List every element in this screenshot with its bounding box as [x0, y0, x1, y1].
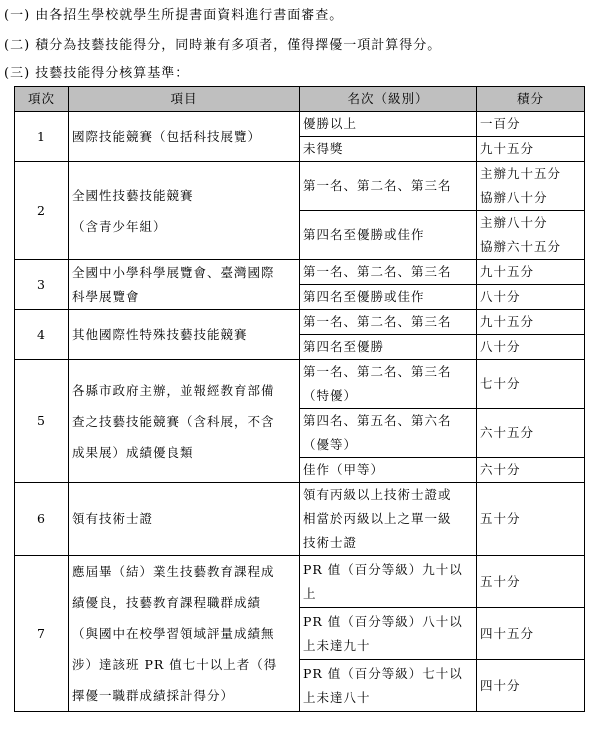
row-item-line: 績優良，技藝教育課程職群成績: [72, 595, 262, 610]
rank-line: 技術士證: [303, 535, 358, 550]
rank-line: 第四名、第五名、第六名: [303, 413, 452, 428]
row-item: [69, 556, 300, 712]
header-score: 積分: [477, 87, 585, 112]
table-header-row: [15, 87, 585, 112]
row-rank: 第四名至優勝: [300, 335, 477, 360]
row-score: 九十五分: [477, 310, 585, 335]
row-item-line: 科學展覽會: [72, 288, 140, 304]
row-score: 七十分: [477, 360, 585, 409]
row-item-line: 全國性技藝技能競賽: [72, 187, 194, 203]
row-no: 7: [15, 556, 69, 712]
row-score: 九十五分: [477, 137, 585, 162]
row-score: 五十分: [477, 556, 585, 608]
rank-line: 上未達八十: [303, 689, 371, 705]
row-score: [477, 211, 585, 260]
rank-line: （優等）: [303, 437, 358, 452]
row-score: 四十分: [477, 660, 585, 712]
row-rank: 第一名、第二名、第三名: [300, 260, 477, 285]
row-score: [477, 162, 585, 211]
intro-line-3: (三) 技藝技能得分核算基準：: [4, 66, 190, 81]
intro-line-1: (一) 由各招生學校就學生所提書面資料進行書面審查。: [4, 8, 344, 23]
row-no: 1: [15, 112, 69, 162]
row-no: 2: [15, 162, 69, 260]
row-no: 3: [15, 260, 69, 310]
rank-line: PR 值（百分等級）八十以: [303, 613, 463, 629]
rank-line: 相當於丙級以上之單一級: [303, 511, 452, 526]
row-no: 4: [15, 310, 69, 360]
row-item-line: 涉）達該班 PR 值七十以上者（得: [72, 657, 278, 672]
scoring-table: [14, 86, 585, 712]
row-rank: 第四名至優勝或佳作: [300, 211, 477, 260]
header-item: 項目: [69, 87, 300, 112]
score-line: 協辦六十五分: [480, 239, 562, 254]
row-item-line: （與國中在校學習領域評量成績無: [72, 626, 275, 641]
table-row: [15, 483, 585, 556]
row-item: [69, 260, 300, 310]
score-line: 主辦八十分: [480, 215, 548, 230]
row-item-line: 查之技藝技能競賽（含科展，不含: [72, 413, 275, 429]
rank-line: 第一名、第二名、第三名: [303, 364, 452, 379]
row-no: 6: [15, 483, 69, 556]
row-score: 六十分: [477, 458, 585, 483]
row-rank: 未得獎: [300, 137, 477, 162]
row-rank: [300, 360, 477, 409]
row-rank: 優勝以上: [300, 112, 477, 137]
row-rank: [300, 409, 477, 458]
row-score: 九十五分: [477, 260, 585, 285]
header-rank: 名次（級別）: [300, 87, 477, 112]
table-row: [15, 112, 585, 137]
row-rank: 第一名、第二名、第三名: [300, 162, 477, 211]
header-no: 項次: [15, 87, 69, 112]
row-item: 國際技能競賽（包括科技展覽）: [69, 112, 300, 162]
row-score: 四十五分: [477, 608, 585, 660]
row-item-line: 擇優一職群成績採計得分）: [72, 688, 235, 703]
table-row: [15, 260, 585, 285]
rank-line: 上: [303, 585, 317, 601]
row-score: 八十分: [477, 335, 585, 360]
row-score: 一百分: [477, 112, 585, 137]
row-rank: [300, 660, 477, 712]
table-row: [15, 360, 585, 409]
row-rank: 佳作（甲等）: [300, 458, 477, 483]
row-item: [69, 162, 300, 260]
row-score: 五十分: [477, 483, 585, 556]
table-row: [15, 162, 585, 211]
row-item-line: 成果展）成績優良類: [72, 444, 194, 460]
row-rank: [300, 608, 477, 660]
score-line: 主辦九十五分: [480, 166, 562, 181]
rank-line: PR 值（百分等級）九十以: [303, 561, 463, 577]
intro-line-2: (二) 積分為技藝技能得分，同時兼有多項者，僅得擇優一項計算得分。: [4, 38, 442, 53]
table-row: [15, 556, 585, 608]
row-score: 八十分: [477, 285, 585, 310]
row-item-line: 全國中小學科學展覽會、臺灣國際: [72, 264, 275, 280]
row-rank: [300, 556, 477, 608]
row-item-line: 各縣市政府主辦，並報經教育部備: [72, 382, 275, 398]
row-rank: 第一名、第二名、第三名: [300, 310, 477, 335]
rank-line: （特優）: [303, 388, 358, 403]
row-item: [69, 360, 300, 483]
rank-line: 上未達九十: [303, 637, 371, 653]
row-rank: [300, 483, 477, 556]
row-item: 領有技術士證: [69, 483, 300, 556]
row-item-line: 應屆畢（結）業生技藝教育課程成: [72, 564, 275, 579]
row-rank: 第四名至優勝或佳作: [300, 285, 477, 310]
table-row: [15, 310, 585, 335]
row-no: 5: [15, 360, 69, 483]
rank-line: 領有丙級以上技術士證或: [303, 487, 452, 502]
score-line: 協辦八十分: [480, 190, 548, 205]
row-item-line: （含青少年組）: [72, 218, 167, 234]
row-item: 其他國際性特殊技藝技能競賽: [69, 310, 300, 360]
row-score: 六十五分: [477, 409, 585, 458]
rank-line: PR 值（百分等級）七十以: [303, 665, 463, 681]
